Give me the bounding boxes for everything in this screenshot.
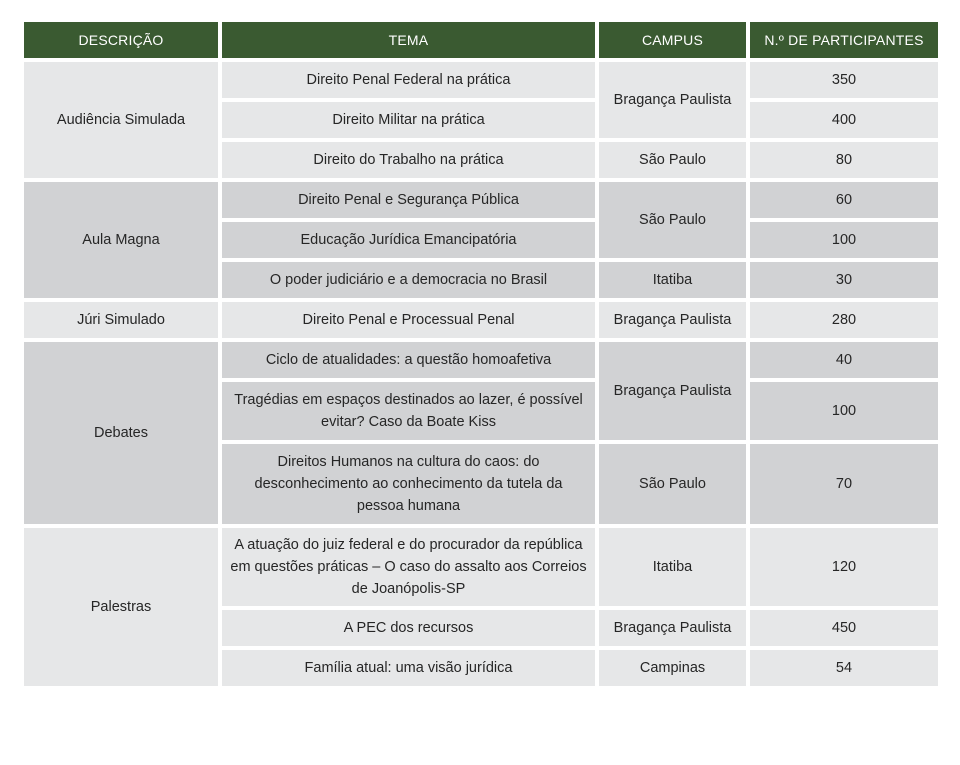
cell-participantes: 120 xyxy=(748,526,940,608)
header-campus: CAMPUS xyxy=(597,20,748,60)
cell-campus: Itatiba xyxy=(597,526,748,608)
cell-descricao: Júri Simulado xyxy=(22,300,220,340)
cell-participantes: 400 xyxy=(748,100,940,140)
cell-tema: Direito Militar na prática xyxy=(220,100,597,140)
table-row xyxy=(22,526,940,608)
cell-campus: São Paulo xyxy=(597,442,748,526)
cell-participantes: 40 xyxy=(748,340,940,380)
cell-campus: Bragança Paulista xyxy=(597,300,748,340)
table-row xyxy=(22,300,940,340)
cell-tema: Tragédias em espaços destinados ao lazer, é possível evitar? Caso da Boate Kiss xyxy=(220,380,597,442)
cell-tema: Direito Penal e Processual Penal xyxy=(220,300,597,340)
cell-participantes: 450 xyxy=(748,608,940,648)
cell-tema: Direito Penal Federal na prática xyxy=(220,60,597,100)
cell-tema: O poder judiciário e a democracia no Brasil xyxy=(220,260,597,300)
table-row xyxy=(22,340,940,380)
participants-table xyxy=(20,18,942,690)
cell-campus: Itatiba xyxy=(597,260,748,300)
cell-tema: Direitos Humanos na cultura do caos: do desconhecimento ao conhecimento da tutela da pessoa humana xyxy=(220,442,597,526)
cell-tema: Família atual: uma visão jurídica xyxy=(220,648,597,688)
table-row xyxy=(22,180,940,220)
cell-tema: Direito do Trabalho na prática xyxy=(220,140,597,180)
cell-participantes: 54 xyxy=(748,648,940,688)
header-participantes: N.º DE PARTICIPANTES xyxy=(748,20,940,60)
cell-descricao: Aula Magna xyxy=(22,180,220,300)
table-row xyxy=(22,60,940,100)
cell-participantes: 350 xyxy=(748,60,940,100)
cell-participantes: 70 xyxy=(748,442,940,526)
table-header-row xyxy=(22,20,940,60)
cell-campus: Bragança Paulista xyxy=(597,60,748,140)
cell-tema: A PEC dos recursos xyxy=(220,608,597,648)
header-descricao: DESCRIÇÃO xyxy=(22,20,220,60)
cell-campus: São Paulo xyxy=(597,180,748,260)
cell-descricao: Audiência Simulada xyxy=(22,60,220,180)
cell-participantes: 100 xyxy=(748,220,940,260)
cell-participantes: 60 xyxy=(748,180,940,220)
cell-descricao: Debates xyxy=(22,340,220,526)
cell-participantes: 100 xyxy=(748,380,940,442)
cell-tema: Direito Penal e Segurança Pública xyxy=(220,180,597,220)
cell-tema: A atuação do juiz federal e do procurador da república em questões práticas – O caso do assalto aos Correios de Joanópolis-SP xyxy=(220,526,597,608)
cell-tema: Ciclo de atualidades: a questão homoafetiva xyxy=(220,340,597,380)
cell-campus: Bragança Paulista xyxy=(597,340,748,442)
cell-campus: Campinas xyxy=(597,648,748,688)
cell-descricao: Palestras xyxy=(22,526,220,688)
header-tema: TEMA xyxy=(220,20,597,60)
cell-campus: São Paulo xyxy=(597,140,748,180)
cell-participantes: 280 xyxy=(748,300,940,340)
cell-campus: Bragança Paulista xyxy=(597,608,748,648)
cell-tema: Educação Jurídica Emancipatória xyxy=(220,220,597,260)
cell-participantes: 80 xyxy=(748,140,940,180)
cell-participantes: 30 xyxy=(748,260,940,300)
